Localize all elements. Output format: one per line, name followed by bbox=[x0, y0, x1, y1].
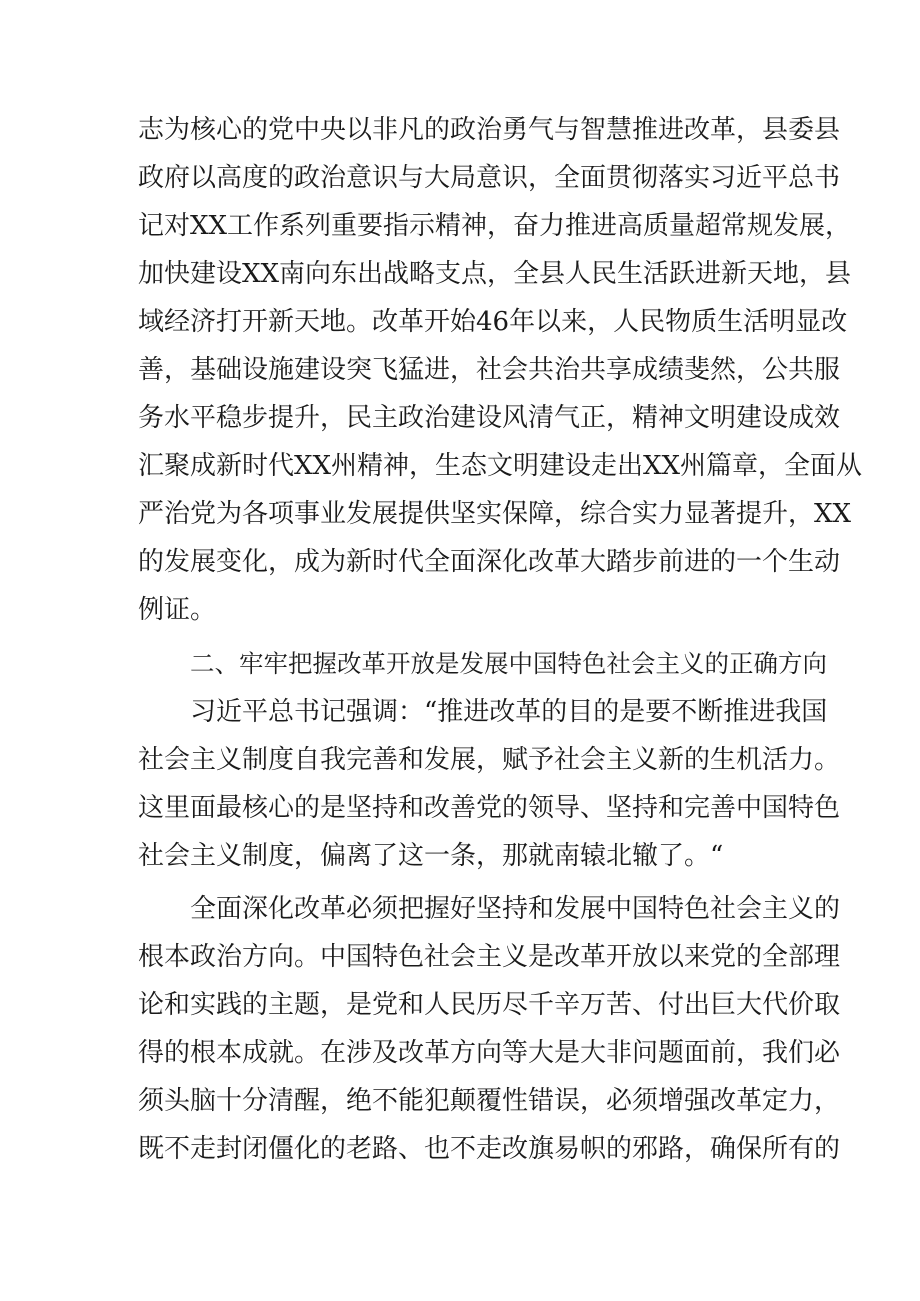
text-line: 既不走封闭僵化的老路、也不走改旗易帜的邪路，确保所有的 bbox=[138, 1134, 841, 1164]
section-heading: 二、牢牢把握改革开放是发展中国特色社会主义的正确方向 bbox=[190, 649, 827, 678]
text-line: 须头脑十分清醒，绝不能犯颠覆性错误，必须增强改革定力， bbox=[138, 1086, 841, 1116]
text-line: 志为核心的党中央以非凡的政治勇气与智慧推进改革，县委县 bbox=[138, 115, 841, 145]
text-line: 的发展变化，成为新时代全面深化改革大踏步前进的一个生动 bbox=[138, 547, 841, 577]
text-line: 汇聚成新时代XX州精神，生态文明建设走出XX州篇章，全面从 bbox=[138, 451, 863, 481]
text-line: 善，基础设施建设突飞猛进，社会共治共享成绩斐然，公共服 bbox=[138, 355, 841, 385]
text-line: 严治党为各项事业发展提供坚实保障，综合实力显著提升，XX bbox=[138, 499, 852, 529]
text-line: 域经济打开新天地。改革开始46年以来，人民物质生活明显改 bbox=[138, 307, 848, 337]
text-line: 例证。 bbox=[138, 595, 217, 625]
text-line: 得的根本成就。在涉及改革方向等大是大非问题面前，我们必 bbox=[138, 1038, 841, 1068]
text-line: 政府以高度的政治意识与大局意识，全面贯彻落实习近平总书 bbox=[138, 163, 841, 193]
text-line: 全面深化改革必须把握好坚持和发展中国特色社会主义的 bbox=[190, 894, 841, 924]
text-line: 社会主义制度自我完善和发展，赋予社会主义新的生机活力。 bbox=[138, 745, 841, 775]
text-line: 论和实践的主题，是党和人民历尽千辛万苦、付出巨大代价取 bbox=[138, 990, 841, 1020]
text-line: 社会主义制度，偏离了这一条，那就南辕北辙了。“ bbox=[138, 841, 724, 871]
text-line: 根本政治方向。中国特色社会主义是改革开放以来党的全部理 bbox=[138, 942, 841, 972]
text-line: 习近平总书记强调：“推进改革的目的是要不断推进我国 bbox=[190, 697, 828, 727]
text-line: 这里面最核心的是坚持和改善党的领导、坚持和完善中国特色 bbox=[138, 793, 841, 823]
text-line: 记对XX工作系列重要指示精神，奋力推进高质量超常规发展， bbox=[138, 211, 852, 241]
text-line: 务水平稳步提升，民主政治建设风清气正，精神文明建设成效 bbox=[138, 403, 841, 433]
text-line: 加快建设XX南向东出战略支点，全县人民生活跃进新天地，县 bbox=[138, 259, 852, 289]
